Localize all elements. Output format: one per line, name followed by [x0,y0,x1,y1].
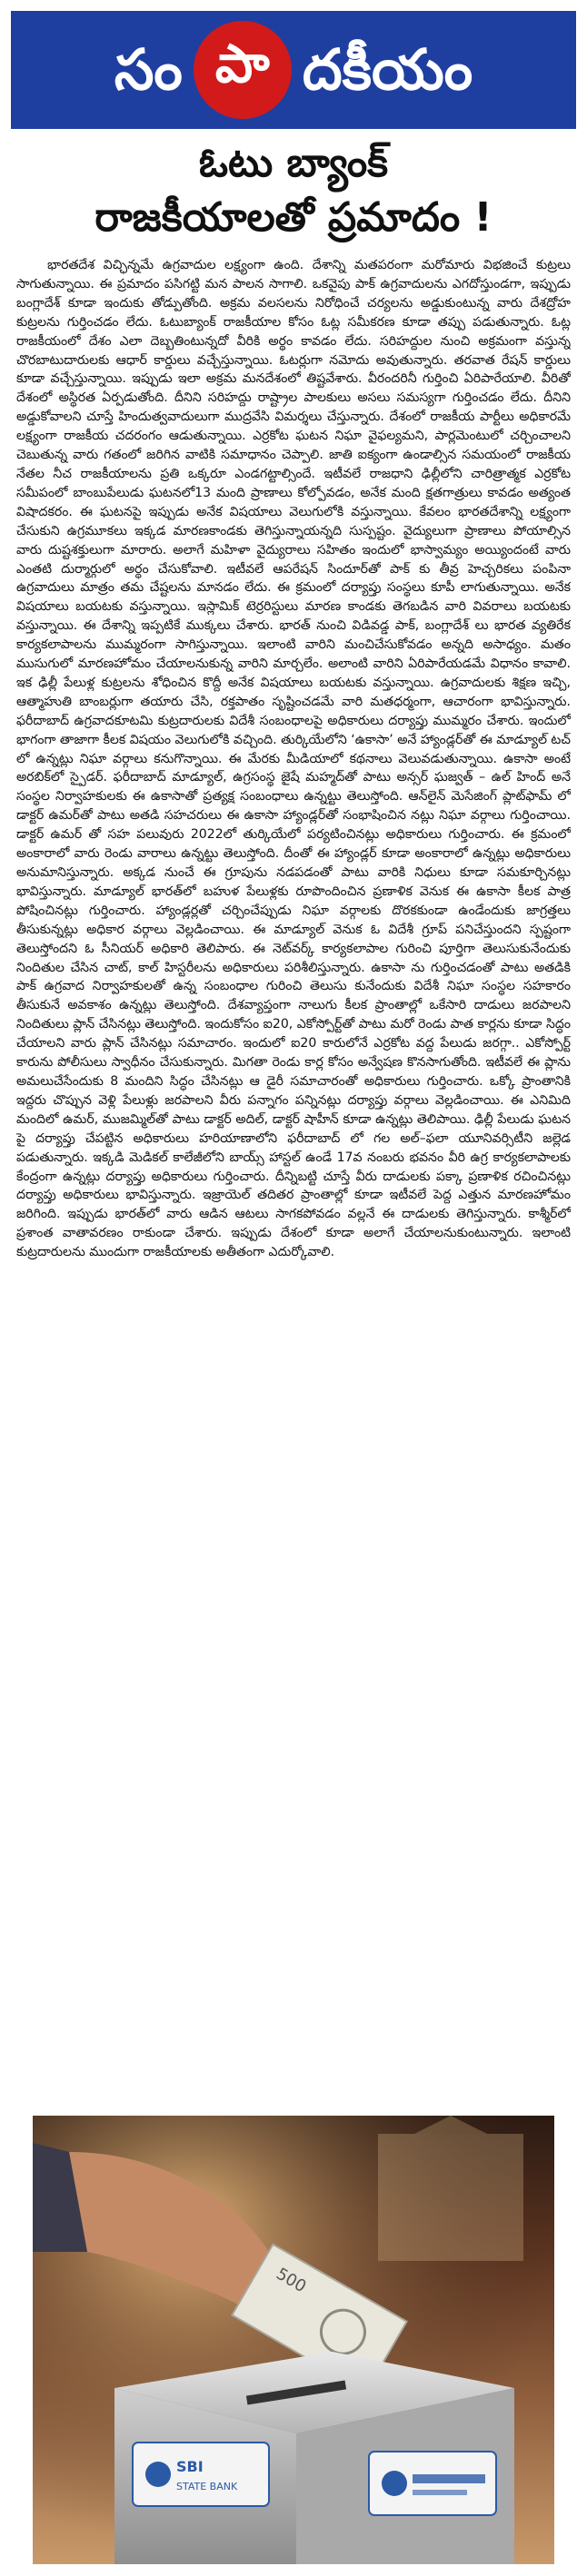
banner-circle-badge [194,21,292,119]
article-body [16,256,571,2088]
article-paragraph: భారతదేశ విచ్ఛిన్నమే ఉగ్రవాదుల లక్ష్యంగా ఉంది. దేశాన్ని మతపరంగా మరోమారు విభజించే కుట్రలు సాగుతున్నాయి. ఈ ప్రమాదం పసిగట్టి మన పాలన సాగాలి. ఒకవైపు పాక్ ఉగ్రవాదులను ఎగదోస్తుండగా, ఇప్పుడు బంగ్లాదేశ్ కూడా ఇందుకు తోడ్పుతోంది. అక్రమ వలసలను నిరోధించే చర్యలను అడ్డుకుంటున్న వారు దేశద్రోహ కుట్రలను గుర్తించడం లేదు. ఓటుబ్యాంక్ రాజకీయాల కోసం ఓట్ల సమీకరణ కూడా తప్పు పడుతున్నారు. ఓట్ల రాజకీయంలో దేశం ఎలా దెబ్బతింటున్నదో వీరికి అర్థం కావడం లేదు. సరిహద్దుల నుంచి అక్రమంగా వస్తున్న చొరబాటుదారులకు ఆధార్ కార్డులు వచ్చేస్తున్నాయి. ఓటర్లుగా నమోదు అవుతున్నారు. తరవాత రేషన్ కార్డులు కూడా వచ్చేస్తున్నాయి. ఇప్పుడు ఇలా అక్రమ మనదేశంలో తిష్టవేశారు. వీరందరినీ గుర్తించి ఏరిపారేయాలి. వీరితో దేశంలో అస్థిరత ఏర్పడుతోంది. దీనిని సరిహద్దు రాష్ట్రాల పాలకులు అసలు సమస్యగా గుర్తించడం లేదు. దీనిని అడ్డుకోవాలని చూస్తే హిందుత్వవాదులుగా ముద్రవేసి విమర్శలు చేస్తున్నారు. దేశంలో రాజకీయ పార్టీలు అధికారమే లక్ష్యంగా రాజకీయ చదరంగం ఆడుతున్నాయి. ఎర్రకోట ఘటన నిఘా వైఫల్యమని, పార్లమెంటులో చర్చించాలని చెబుతున్న వారు గతంలో జరిగిన వాటికి సమాధానం చెప్పాలి. జాతి ఐక్యంగా ఉండాల్సిన సమయంలో రాజకీయ నేతల నీచ రాజకీయాలను ప్రతి ఒక్కరూ ఎండగట్టాల్సిందే. ఇటీవలే రాజధాని ఢిల్లీలోని చారిత్రాత్మక ఎర్రకోట సమీపంలో బాంబుపేలుడు ఘటనలో13 మంది ప్రాణాలు కోల్పోవడం, అనేక మంది క్షతగాత్రులు కావడం అత్యంత విషాదకరం. ఈ ఘటనపై ఇప్పుడు అనేక విషయాలు వెలుగులోకి వస్తున్నాయి. కేవలం భారతదేశాన్ని లక్ష్యంగా చేసుకుని ఉగ్రమూకలు ఇక్కడ మారణకాండకు తెగిస్తున్నాయన్నది సుస్పష్టం. వైద్యులుగా ప్రాణాలు పోయాల్సిన వారు దుష్టశక్తులుగా మారారు. అలాగే మహిళా వైద్యురాలు సహితం ఇందులో భాస్వామ్యం అయ్యిందంటే వారు ఎంతటి దుర్మార్గులో అర్థం చేసుకోవాలి. ఇటీవలే ఆపరేషన్ సిందూర్‌తో పాక్ కు తీవ్ర హెచ్చరికలు పంపినా ఉగ్రవాదులు మాత్రం తమ చేష్టలను మానడం లేదు. ఈ క్రమంలో దర్యాప్తు సంస్థలు కూపీ లాగుతున్నాయి. అనేక విషయాలు బయటకు వస్తున్నాయి. ఇస్లామిక్ టెర్రరిస్టులు మారణ కాండకు తెగబడిన వారి వివరాలు బయటకు వస్తున్నాయి. ఈ దేశాన్ని ఇప్పటికే ముక్కలు చేశారు. భారత్ నుంచి విడివడ్డ పాక్, బంగ్లాదేశ్ లు భారత వ్యతిరేక కార్యకలాపాలను ముమ్మరంగా సాగిస్తున్నాయి. ఇలాంటి వారిని మంచిచేసుకోవడం అన్నది అసాధ్యం. మతం ముసుగులో మారణహోమం చేయాలనుకున్న వారిని మార్చలేం. అలాంటి వారిని ఏరిపారేయడమే విధానం కావాలి. ఇక ఢిల్లీ పేలుళ్ల కుట్రలను శోధించిన కొద్దీ అనేక విషయాలు బయటకు వస్తున్నాయి. ఉగ్రవాదులకు శిక్షణ ఇచ్చి, ఆత్మాహుతి బాంబర్లుగా తయారు చేసి, రక్తపాతం సృష్టించడమే వారి మతధర్మంగా, ఆచారంగా భావిస్తున్నారు. ఫరీదాబాద్ ఉగ్రవాదకూటమి కుట్రదారులకు విదేశీ సంబంధాలపై అధికారులు దర్యాప్తు ముమ్మరం చేశారు. ఇందులో భాగంగా తాజాగా కీలక విషయం వెలుగులోకి వచ్చింది. తుర్కియేలోని ‘ఉకాసా’ అనే హ్యాండ్లర్‌తో ఈ మాడ్యూల్ టచ్ లో ఉన్నట్లు నిఘా వర్గాలు కనుగొన్నాయి. ఈ మేరకు మీడియాలో కథనాలు వెలువడుతున్నాయి. ఉకాసా అంటే అరబిక్‌లో స్పైడర్. ఫరీదాబాద్ మాడ్యూల్, ఉగ్రసంస్థ జైషే మహ్మద్‌తో పాటు అన్సర్ ఘజ్వత్ – ఉల్ హింద్ అనే సంస్థల నిర్వాహకులకు ఈ ఉకాసాతో ప్రత్యక్ష సంబంధాలు ఉన్నట్టు తెలుస్తోంది. ఆన్‌లైన్ మెసేజింగ్ ప్లాట్‌ఫామ్ లో డాక్టర్ ఉమర్‌తో పాటు అతడి సహచరులు ఈ ఉకాసా హ్యాండ్లర్‌తో సంభాషించిన నట్లు నిఘా వర్గాలు గుర్తించాయి. డాక్టర్ ఉమర్ తో సహ పలువురు 2022లో తుర్కియేలో పర్యటించినట్లు అధికారులు గుర్తించారు. ఈ క్రమంలో అంకారాలో వారు రెండు వారాలు ఉన్నట్టు తెలుస్తోంది. దీంతో ఈ హ్యాండ్లర్ కూడా అంకారాలో ఉన్నట్లు అధికారులు అనుమానిస్తున్నారు. అక్కడ నుంచే ఈ గ్రూపును నడపడంతో పాటు వారికి నిధులు కూడా సమకూర్చినట్లు భావిస్తున్నారు. మాడ్యూల్ భారత్‌లో బహుళ పేలుళ్లకు రూపొందించిన ప్రణాళిక వెనుక ఈ ఉకాసా కీలక పాత్ర పోషించినట్లు గుర్తించారు. హ్యాండ్లర్లతో చర్చించేప్పుడు నిఘా వర్గాలకు దొరకకుండా ఉండేందుకు జాగ్రత్తలు తీసుకున్నట్లు అధికార వర్గాలు వెల్లడించాయి. ఈ మాడ్యూల్ వెనుక ఓ విదేశీ గ్రూప్ పనిచేస్తుందని స్పష్టంగా తెలుస్తోందని ఓ సీనియర్ అధికారి తెలిపారు. ఈ నెట్‌వర్క్ కార్యకలాపాల గురించి పూర్తిగా తెలుసుకునేందుకు నిందితుల చేసిన చాట్, కాల్ హిస్టరీలను అధికారులు పరిశీలిస్తున్నారు. ఉకాసా ను గుర్తించడంతో పాటు అతడికి పాక్ ఉగ్రవాద నిర్వాహకులతో ఉన్న సంబంధాల గురించి తెలుసు కునేందుకు విదేశీ నిఘా సంస్థల సహకారం తీసుకునే అవకాశం ఉన్నట్లు తెలుస్తోంది. దేశవ్యాప్తంగా నాలుగు కీలక ప్రాంతాల్లో ఒకేసారి దాడులు జరపాలని నిందితులు ప్లాన్ చేసినట్లు తెలుస్తోంది. ఇందుకోసం ఐ20, ఎకోస్పోర్ట్‌తో పాటు మరో రెండు పాత కార్లను కూడా సిద్ధం చేయాలని వారు ప్లాన్ చేసినట్లు సమాచారం. ఇందులో ఐ20 కారులోనే ఎర్రకోట వద్ద పేలుడు జరగ్గా.. ఎకోస్పోర్ట్ కారును పోలీసులు స్వాధీనం చేసుకున్నారు. మిగతా రెండు కార్ల కోసం అన్వేషణ కొనసాగుతోంది. ఇటీవలే ఈ ప్లాను అమలుచేసేందుకు 8 మందిని సిద్ధం చేసినట్లు ఆ డైరీ సమాచారంతో అధికారులు గుర్తించారు. ఒక్కో ప్రాంతానికి ఇద్దరు చొప్పున వెళ్లి పేలుళ్లు జరపాలని వీరు పన్నాగం పన్నినట్లు దర్యాప్తు వర్గాలు వెల్లడించాయి. ఈ ఎనిమిది మందిలో ఉమర్, ముజమ్మిల్‌తో పాటు డాక్టర్ అదిల్, డాక్టర్ షాహీన్ కూడా ఉన్నట్లు తెలిపాయి. ఢిల్లీ పేలుడు ఘటన పై దర్యాప్తు చేపట్టిన అధికారులు హరియాణాలోని ఫరీదాబాద్ లో గల అల్–ఫలా యూనివర్సిటీని జల్లెడ పడుతున్నారు. ఇక్కడి మెడికల్ కాలేజీలోని బాయ్స్ హాస్టల్ ఉండే 17వ నంబరు భవనం వీరి ఉగ్ర కార్యకలాపాలకు కేంద్రంగా ఉన్నట్లు దర్యాప్తు అధికారులు గుర్తించారు. దీన్నిబట్టి చూస్తే వీరు దాడులకు పక్కా ప్రణాళిక రచించినట్లు దర్యాప్తు అధికారులు భావిస్తున్నారు. ఇజ్రాయెల్ తదితర ప్రాంతాల్లో కూడా ఇటీవలే పెద్ద ఎత్తున మారణహోమం జరిగింది. ఇప్పుడు భారత్‌లో వారు ఆడిన ఆటలు సాగకపోవడం వల్లనే ఈ దాడులకు తెగిస్తున్నారు. కాశ్మీర్‌లో ప్రశాంత వాతావరణం రాకుండా చేశారు. ఇప్పుడు దేశంలో కూడా అలాగే చేయాలనుకుంటున్నారు. ఇలాంటి కుట్రదారులను ముందుగా రాజకీయాలకు అతీతంగా ఎదుర్కోవాలి. [16,258,571,1260]
building-silhouette [378,2134,523,2261]
headline-line-2: రాజకీయాలతో ప్రమాదం ! [95,194,492,241]
headline-line-1: ఓటు బ్యాంక్ [198,140,389,186]
masthead-banner [11,11,576,129]
ballot-box-illustration [33,2116,554,2564]
box-label-text-2: STATE BANK [176,2481,238,2492]
box-label-text-1: SBI [176,2458,204,2475]
banner-text-left: సం [114,36,183,103]
ballot-box-photo [33,2116,554,2564]
svg-text:500: 500 [273,2264,310,2297]
banner-text-right: దకీయం [302,36,473,103]
headline [11,136,576,245]
banner-circle-text: పా [214,32,270,94]
